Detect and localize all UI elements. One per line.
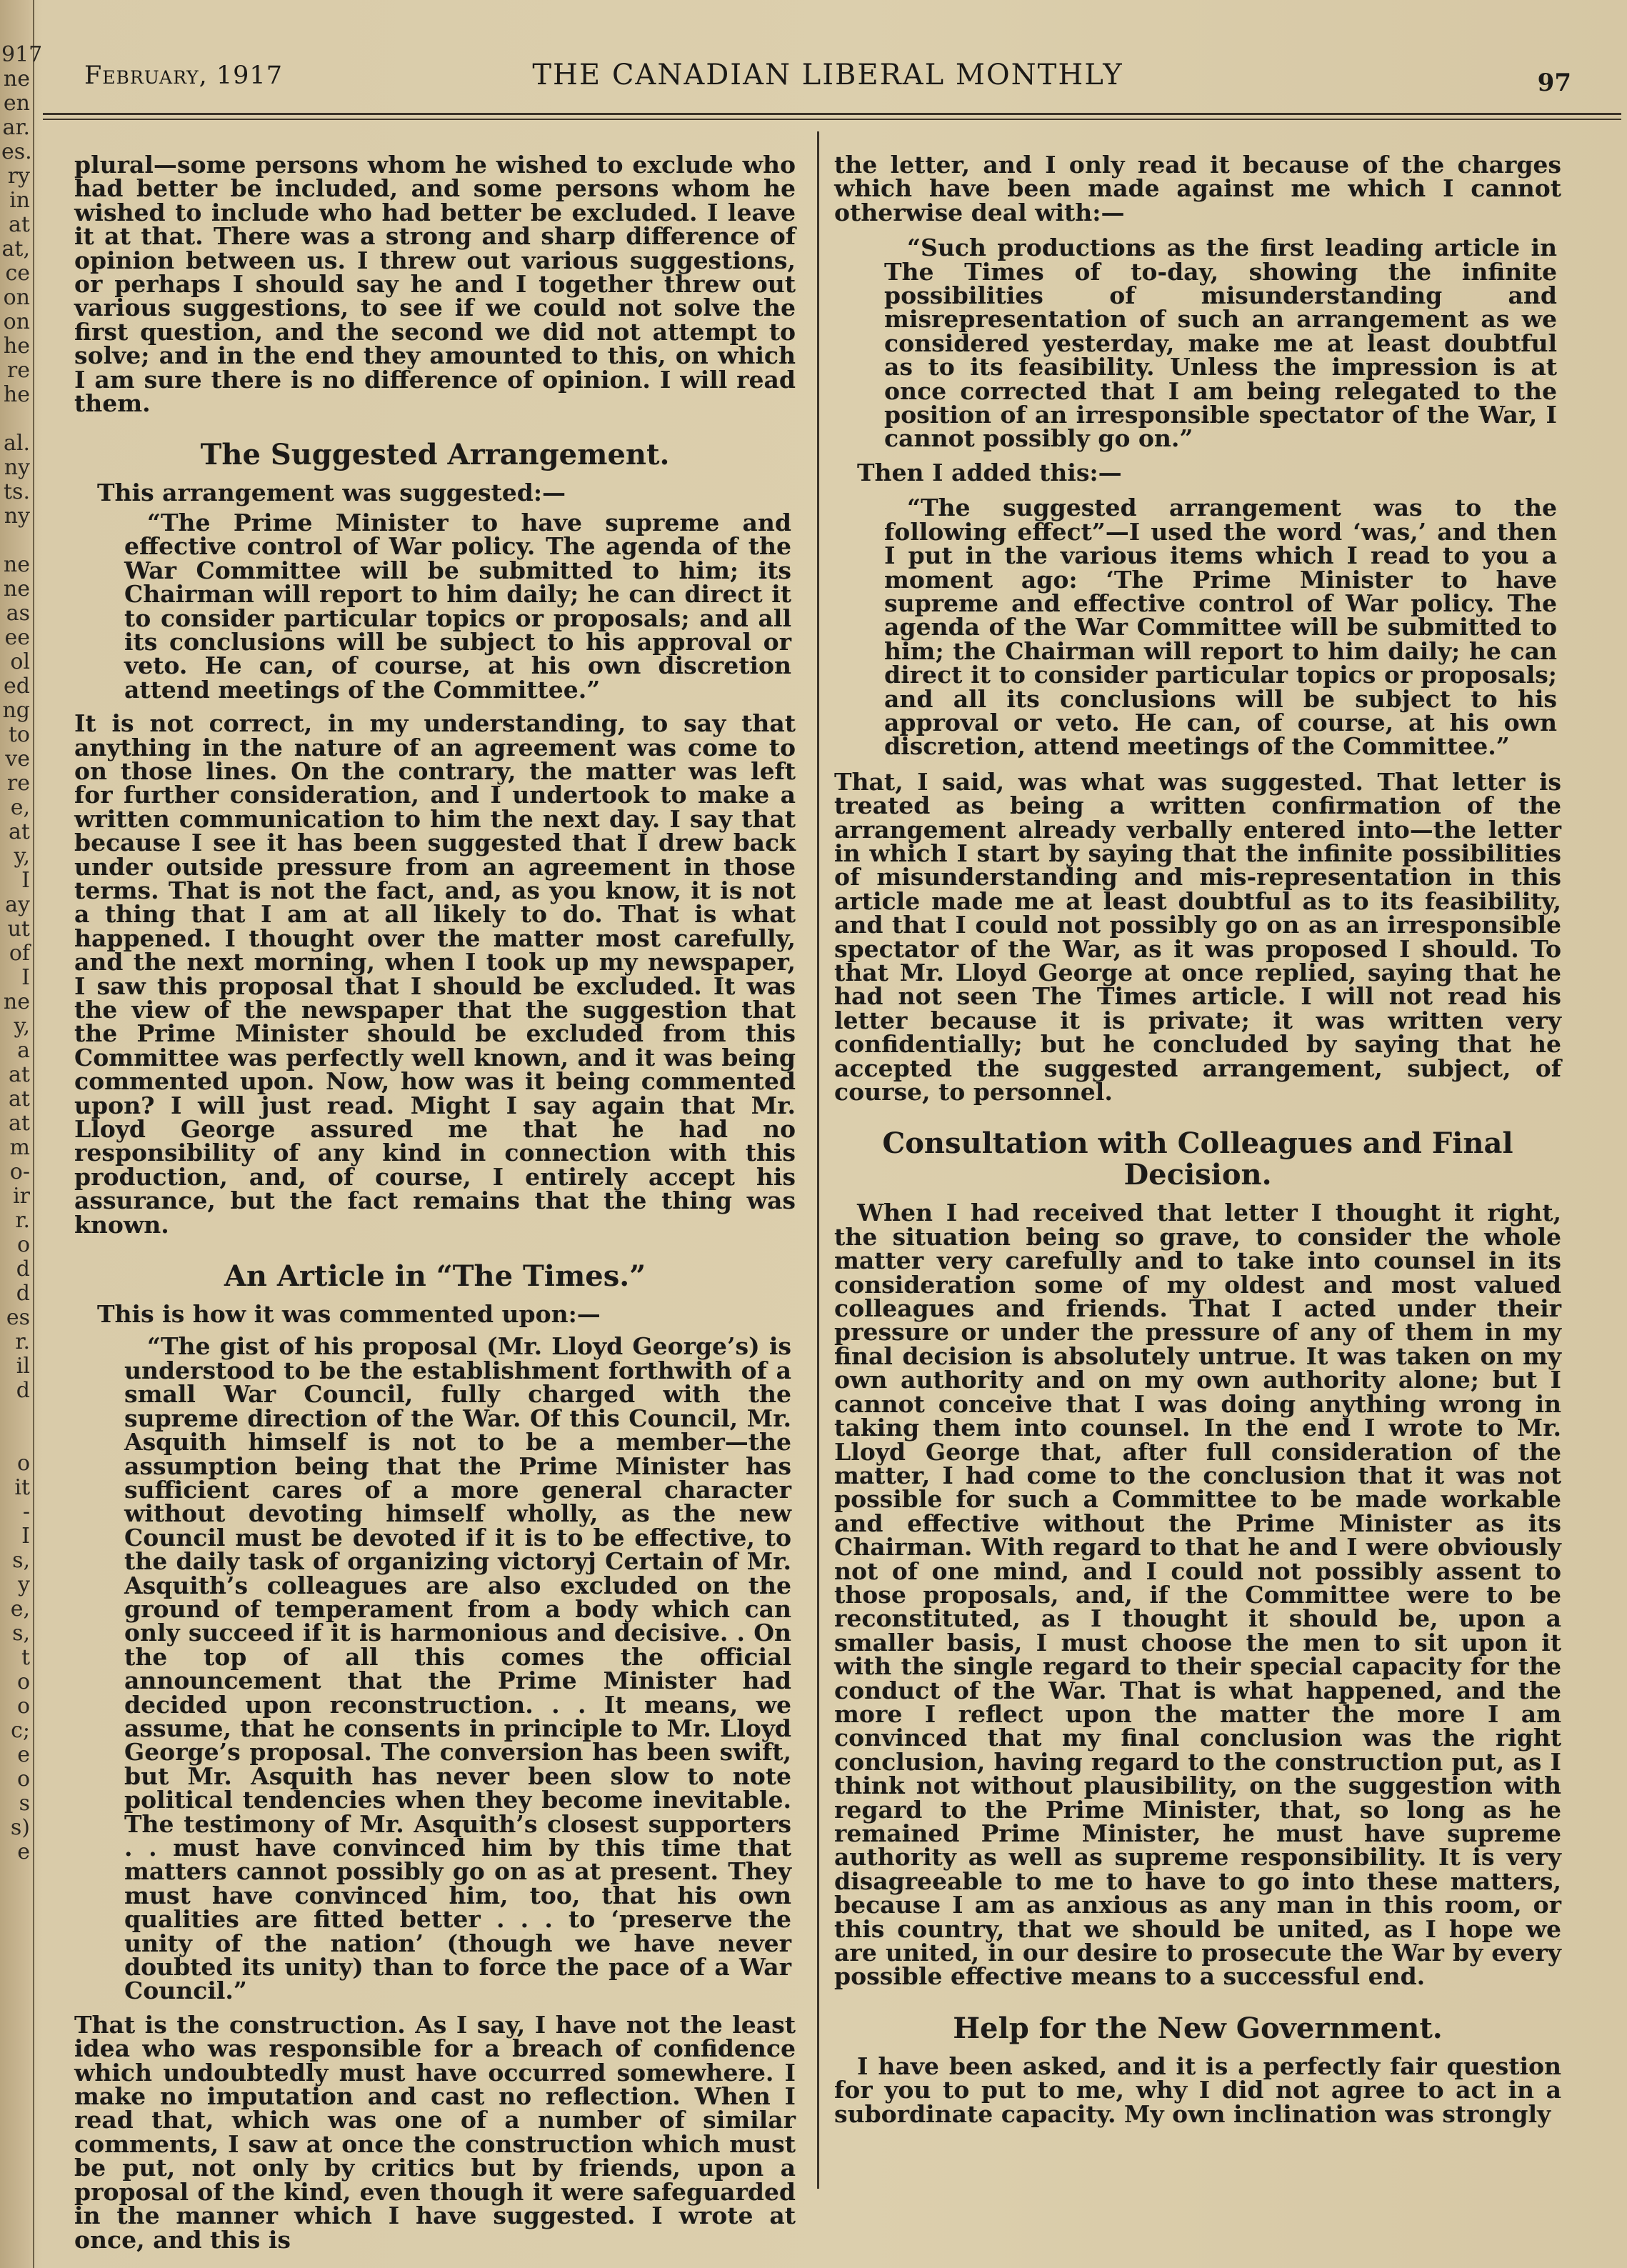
previous-page-fragment: at, — [1, 236, 30, 261]
previous-page-fragment: y, — [14, 1014, 30, 1039]
previous-page-fragment: o- — [9, 1159, 30, 1184]
previous-page-fragment: s, — [12, 1548, 30, 1573]
previous-page-fragment: o — [16, 1694, 30, 1719]
issue-date: February, 1917 — [84, 61, 283, 90]
previous-page-fragment: - — [22, 1499, 30, 1524]
previous-page-fragment: d — [16, 1281, 30, 1306]
previous-page-fragment: at — [9, 212, 30, 237]
previous-page-fragment: e — [17, 1742, 30, 1767]
magazine-title: THE CANADIAN LIBERAL MONTHLY — [532, 59, 1123, 91]
previous-page-fragment: at — [9, 819, 30, 844]
previous-page-fragment: ed — [4, 674, 30, 699]
previous-page-fragment: ny — [4, 455, 30, 480]
previous-page-fragment: ng — [2, 698, 30, 723]
previous-page-fragment: ce — [5, 261, 30, 286]
previous-page-fragment: ar. — [2, 115, 30, 140]
paragraph: the letter, and I only read it because of the charges which have been made against me which I cannot otherwise deal with:— — [834, 151, 1561, 226]
right-column — [834, 153, 1561, 2126]
previous-page-fragment: ee — [4, 625, 30, 650]
previous-page-fragment: on — [3, 309, 30, 334]
previous-page-fragment — [1, 1403, 31, 1427]
paragraph: plural—some persons whom he wished to exclude who had better be included, and some persons whom he wished to include who had better be excluded. I leave it at that. There was a strong and sharp difference of opinion between us. I threw out various suggestions, or perhaps I should say he and I together threw out various suggestions, to see if we could not solve the first question, and the second we did not attempt to solve; and in the end they amounted to this, on which I am sure there is no difference of opinion. I will read them. — [74, 151, 796, 418]
previous-page-fragment: y, — [14, 844, 30, 869]
previous-page-fragment: en — [3, 91, 30, 116]
previous-page-fragment: d — [16, 1378, 30, 1403]
previous-page-fragment: I — [21, 868, 30, 893]
previous-page-fragment: ay — [5, 892, 30, 917]
paragraph: I have been asked, and it is a perfectly fair question for you to put to me, why I did not agree to act in a subordinate capacity. My own inclination was strongly — [834, 2052, 1561, 2128]
previous-page-fragment: o — [16, 1669, 30, 1694]
previous-page-fragment: o — [16, 1451, 30, 1476]
previous-page-edge — [0, 0, 43, 2268]
running-header — [84, 59, 1571, 101]
previous-page-fragment: il — [16, 1354, 30, 1379]
previous-page-fragment: ny — [4, 504, 30, 529]
previous-page-fragment: 917 — [1, 42, 43, 67]
section-heading-article-in-the-times: An Article in “The Times.” — [224, 1259, 646, 1294]
page-number: 97 — [1537, 69, 1571, 97]
header-rule-double — [43, 119, 1621, 120]
section-heading-help-new-government: Help for the New Government. — [953, 2011, 1443, 2045]
block-quote: “The gist of his proposal (Mr. Lloyd George’s) is understood to be the establishment forthwith of a small War Council, fully charged with the supreme direction of the War. Of this Council, Mr. Asquith himself is not to be a member—the assumption being that the Prime Minister has sufficient cares of a more general character without devoting himself wholly, as the new Council must be devoted if it is to be effective, to the daily task of organizing victoryj Certain of Mr. Asquith’s colleagues are also excluded on the ground of temperament from a body which can only succeed if it is harmonious and decisive. . On the top of all this comes the official announcement that the Prime Minister had decided upon reconstruction. . . It means, we assume, that he consents in principle to Mr. Lloyd George’s proposal. The conversion has been swift, but Mr. Asquith has never been slow to note political tendencies when they become inevitable. The testimony of Mr. Asquith’s closest supporters . . must have convinced him by this time that matters cannot possibly go on as at present. They must have convinced him, too, that his own qualities are fitted better . . . to ‘preserve the unity of the nation’ (though we have never doubted its unity) than to force the pace of a War Council.” — [124, 1332, 791, 2005]
previous-page-fragment: ne — [3, 576, 30, 601]
previous-page-fragment: I — [21, 965, 30, 990]
previous-page-fragment: at — [9, 1111, 30, 1136]
previous-page-fragment: ol — [10, 649, 30, 674]
previous-page-fragment — [1, 1427, 31, 1452]
paragraph: It is not correct, in my understanding, to say that anything in the nature of an agreement was come to on those lines. On the contrary, the matter was left for further consideration, and I undertook to make a written communication to him the next day. I say that because I see it has been suggested that I drew back under outside pressure from an agreement in those terms. That is not the fact, and, as you know, it is not a thing that I am at all likely to do. That is what happened. I thought over the matter most carefully, and the next morning, when I took up my newspaper, I saw this proposal that I should be excluded. It was the view of the newspaper that the suggestion that the Prime Minister should be excluded from this Committee was perfectly well known, and it was being commented upon. Now, how was it being commented upon? I will just read. Might I say again that Mr. Lloyd George assured me that he had no responsibility of any kind in connection with this production, and, of course, I entirely accept his assurance, but the fact remains that the thing was known. — [74, 709, 796, 1239]
previous-page-fragment: ir — [13, 1184, 30, 1209]
previous-page-fragments — [1, 42, 43, 1864]
previous-page-fragment: al. — [3, 431, 30, 456]
previous-page-fragment — [1, 407, 31, 431]
previous-page-fragment: s — [19, 1791, 30, 1816]
previous-page-fragment: it — [14, 1475, 30, 1500]
previous-page-fragment: es — [6, 1305, 30, 1330]
previous-page-fragment: he — [3, 382, 30, 407]
previous-page-fragment: ve — [5, 746, 30, 771]
previous-page-fragment: e, — [10, 1597, 30, 1622]
previous-page-fragment: in — [9, 188, 30, 213]
section-heading-suggested-arrangement: The Suggested Arrangement. — [200, 438, 670, 472]
section-heading-consultation: Consultation with Colleagues and Final Decision. — [882, 1126, 1513, 1192]
paragraph: That is the construction. As I say, I have not the least idea who was responsible for a breach of confidence which undoubtedly must have occurred somewhere. I make no imputation and cast no reflection. When I read that, which was one of a number of similar comments, I saw at once the construction which must be put, not only by critics but by friends, upon a proposal of the kind, even though it were safeguarded in the manner which I have suggested. I wrote at once, and this is — [74, 2010, 796, 2254]
previous-page-fragment: ut — [7, 916, 30, 941]
block-quote: “The suggested arrangement was to the following effect”—I used the word ‘was,’ and then I put in the various items which I read to you a moment ago: ‘The Prime Minister to have supreme and effective control of War policy. The agenda of the War Committee will be submitted to him; the Chairman will report to him daily; he can direct it to consider particular topics or proposals; and all its conclusions will be subject to his approval or veto. He can, of course, at his own discretion, attend meetings of the Committee.” — [884, 494, 1557, 761]
previous-page-fragment — [1, 529, 31, 553]
previous-page-fragment: e, — [10, 795, 30, 820]
previous-page-fragment: he — [3, 334, 30, 359]
previous-page-fragment: re — [6, 771, 30, 796]
block-quote: “The Prime Minister to have supreme and effective control of War policy. The agenda of the War Committee will be submitted to him; its Chairman will report to him daily; he can direct it to consider particular topics or proposals; and all its conclusions will be subject to his approval or veto. He can, of course, at his own discretion attend meetings of the Committee.” — [124, 508, 791, 704]
previous-page-fragment: r. — [15, 1208, 30, 1233]
previous-page-fragment: I — [21, 1524, 30, 1549]
previous-page-fragment: ry — [7, 164, 30, 189]
previous-page-fragment: s) — [10, 1815, 30, 1840]
column-divider — [817, 131, 819, 2189]
previous-page-fragment: t — [21, 1645, 30, 1670]
previous-page-fragment: e — [17, 1839, 30, 1864]
block-quote: “Such productions as the first leading article in The Times of to-day, showing the infinite possibilities of misunderstanding and misrepresentation of such an arrangement as we considered yesterday, make me at least doubtful as to its feasibility. Unless the impression is at once corrected that I am being relegated to the position of an irresponsible spectator of the War, I cannot possibly go on.” — [884, 234, 1557, 453]
previous-page-fragment: ne — [3, 989, 30, 1014]
previous-page-fragment: y — [18, 1572, 30, 1597]
previous-page-fragment: re — [6, 358, 30, 383]
previous-page-fragment: es. — [1, 139, 32, 164]
previous-page-fragment: at — [9, 1086, 30, 1111]
previous-page-fragment: ne — [3, 552, 30, 577]
previous-page-fragment: s, — [12, 1621, 30, 1646]
previous-page-fragment: of — [9, 941, 30, 966]
paragraph: This arrangement was suggested:— — [97, 479, 566, 507]
previous-page-fragment: o — [16, 1767, 30, 1792]
previous-page-fragment: a — [17, 1038, 30, 1063]
previous-page-fragment: to — [8, 722, 30, 747]
header-rule — [43, 113, 1621, 115]
paragraph: That, I said, was what was suggested. That letter is treated as being a written confirmation of the arrangement already verbally entered into—the letter in which I start by saying that the infinite possibilities of misunderstanding and mis-representation in this article made me at least doubtful as to its feasibility, and that I could not possibly go on as an irresponsible spectator of the War, as it was proposed I should. To that Mr. Lloyd George at once replied, saying that he had not seen The Times article. I will not read his letter because it is private; it was written very confidentially; but he concluded by saying that he accepted the suggested arrangement, subject, of course, to personnel. — [834, 767, 1561, 1106]
previous-page-fragment: d — [16, 1257, 30, 1282]
paragraph: When I had received that letter I thought it right, the situation being so grave, to consider the whole matter very carefully and to take into counsel in its consideration some of my oldest and most valued colleagues and friends. That I acted under their pressure or under the pressure of any of them in my final decision is absolutely untrue. It was taken on my own authority and on my own authority alone; but I cannot conceive that I was doing anything wrong in taking them into counsel. In the end I wrote to Mr. Lloyd George that, after full consideration of the matter, I had come to the conclusion that it was not possible for such a Committee to be made workable and effective without the Prime Minister as its Chairman. With regard to that he and I were obviously not of one mind, and I could not possibly assent to those proposals, and, if the Committee were to be reconstituted, as I thought it should be, upon a smaller basis, I must choose the men to sit upon it with the single regard to their special capacity for the conduct of the War. That is what happened, and the more I reflect upon the matter the more I am convinced that my final conclusion was the right conclusion, having regard to the construction put, as I think not without plausibility, on the suggestion with regard to the Prime Minister, that, so long as he remained Prime Minister, he must have supreme authority as well as supreme responsibility. It is very disagreeable to me to have to go into these matters, because I am as anxious as any man in this room, or this country, that we should be united, as I hope we are united, in our desire to prosecute the War by every possible effective means to a successful end. — [834, 1199, 1561, 1991]
previous-page-fragment: o — [16, 1232, 30, 1257]
previous-page-fragment: on — [3, 285, 30, 310]
previous-page-fragment: at — [9, 1062, 30, 1087]
left-column — [74, 153, 796, 2252]
paragraph: This is how it was commented upon:— — [97, 1300, 601, 1329]
previous-page-fragment: r. — [15, 1329, 30, 1354]
previous-page-fragment: ne — [3, 66, 30, 91]
paragraph: Then I added this:— — [857, 458, 1122, 486]
previous-page-fragment: ts. — [4, 479, 30, 504]
previous-page-fragment: c; — [11, 1718, 30, 1743]
previous-page-fragment: as — [6, 601, 30, 626]
previous-page-fragment: m — [9, 1135, 30, 1160]
